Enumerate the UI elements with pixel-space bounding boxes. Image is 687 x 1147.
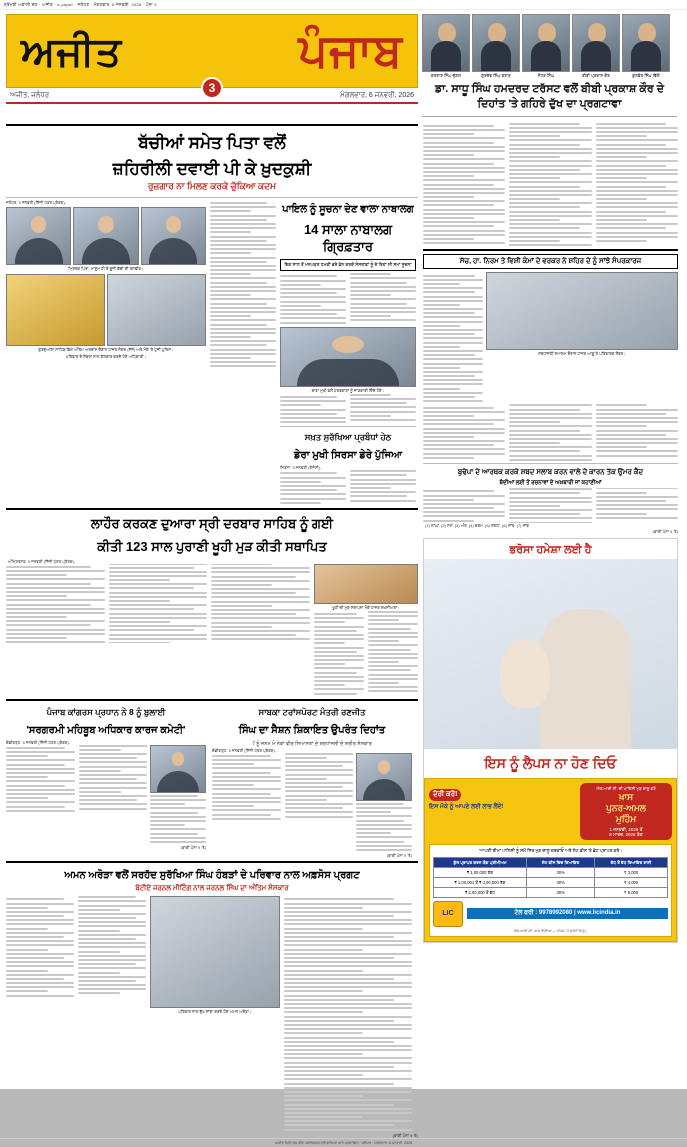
lead-photo-group: [6, 200, 206, 505]
lead-text-col: [210, 200, 276, 505]
punjab-head-1: ਪੰਜਾਬ ਕਾਂਗਰਸ ਪ੍ਰਧਾਨ ਨੇ 8 ਨੂੰ ਬੁਲਾਈ: [46, 706, 166, 717]
dera-head-2: ਡੇਰਾ ਮੁਖੀ ਸਿਰਸਾ ਡੇਰੇ ਪੁੱਜਿਆ: [294, 450, 402, 462]
ad-yellow-panel: [424, 778, 677, 941]
ad-table-cell: ₹ 1,00,000 ਤੱਕ: [434, 867, 527, 877]
ad-note-text: 'ਆਪਣੀ ਬੀਮਾ ਪਾਲਿਸੀ ਨੂੰ ਸਮੇਂ ਸਿਰ ਮੁੜ ਚਾਲੂ ਕਰਵਾਓ ਅਤੇ ਲੇਟ ਫ਼ੀਸ 'ਤੇ ਛੋਟ ਪ੍ਰਾਪਤ ਕਰੋ।: [478, 847, 623, 853]
ad-disclaimer: ਐਲ.ਆਈ.ਸੀ. ਆਫ ਇੰਡੀਆ — ਨਿਯਮ ਤੇ ਸ਼ਰਤਾਂ ਲਾਗੂ।: [513, 928, 588, 933]
lead-subheadline: ਰੁਜ਼ਗਾਰ ਨਾ ਮਿਲਣ ਕਰਕੇ ਚੁੱਕਿਆ ਕਦਮ: [147, 180, 277, 191]
lahore-head-1: ਲਾਹੌਰ ਕਰਕਣ ਦੁਆਰਾ ਸ੍ਰੀ ਦਰਬਾਰ ਸਾਹਿਬ ਨੂੰ ਗਈ: [90, 515, 334, 531]
right-list-note: (1) ਲਾਂਘਾ, (2) ਸਮੇਂ, (3) ਅੰਤ, (4) ਕਰਮ, (5) ਸ਼ਰਧਾ, (6) ਸ਼ਾਂਤ, (7) ਸਾਂਝ: [425, 523, 529, 529]
ad-red-badge-l3: ਮੁਹਿੰਮ: [615, 813, 637, 824]
ad-table-header-1: ਲੇਟ ਫ਼ੀਸ ਵਿਚ ਰਿਆਇਤ: [527, 857, 595, 867]
mid-story-body-2: [280, 394, 416, 424]
lead-headline-line1: ਬੱਚੀਆਂ ਸਮੇਤ ਪਿਤਾ ਵਲੋਂ: [138, 132, 286, 152]
newspaper-logo: [6, 14, 418, 95]
lead-byline: ਜਲੰਧਰ, 5 ਜਨਵਰੀ (ਨਿੱਜੀ ਪੱਤਰ ਪ੍ਰੇਰਕ)-: [6, 199, 66, 205]
portrait-name: ਕੁਲਵੰਤ ਸਿੰਘ ਢਿੱਲੋਂ: [632, 73, 660, 78]
ad-table-cell: 30%: [527, 877, 595, 887]
table-row: [434, 887, 668, 897]
bottom-left-photo: [150, 896, 280, 1008]
portrait-name: ਬੀਬੀ ਪ੍ਰਕਾਸ਼ ਕੌਰ: [582, 73, 610, 78]
lead-body-1: [210, 202, 276, 367]
ad-main-tagline: ਇਸ ਨੂੰ ਲੈਪਸ ਨਾ ਹੋਣ ਦਿਓ: [484, 755, 617, 772]
dera-body: [280, 470, 416, 505]
ad-red-badge-top: ਐਲ.ਆਈ.ਸੀ. ਦੀ ਪਾਲਿਸੀ ਮੁੜ ਚਾਲੂ ਕਰੋ: [596, 786, 656, 792]
transport-head-2: ਸਿੰਘ ਦਾ ਸੈਸ਼ਨ ਸ਼ਿਕਾਇਤ ਉਪਰੰਤ ਦਿਹਾਂਤ: [238, 724, 386, 736]
ad-date-1: 1 ਜਨਵਰੀ, 2026 ਤੋਂ: [609, 826, 643, 832]
portrait-item: [572, 14, 620, 78]
page-content: [0, 117, 687, 1138]
portrait-row: [422, 14, 677, 78]
punjab-pageref: (ਬਾਕੀ ਪੰਨਾ 9 'ਤੇ): [180, 845, 206, 851]
lahore-photo-caption: ਖੂਹੀ ਦੀ ਮੁੜ ਸਥਾਪਨਾ ਮੌਕੇ ਹਾਜ਼ਰ ਸ਼ਖ਼ਸੀਅਤਾਂ।: [332, 604, 400, 610]
ad-hero-photo: [424, 559, 677, 749]
masthead-left: [6, 14, 418, 117]
ad-table-cell: ₹ 3,00,000 ਤੋਂ ਵੱਧ: [434, 887, 527, 897]
bottom-left-body: [6, 896, 146, 1133]
portrait-item: [522, 14, 570, 78]
ad-table-cell: ₹ 3,000: [595, 867, 668, 877]
right-column: [423, 121, 678, 1138]
dera-head-1: ਸਖ਼ਤ ਸੁਰੱਖਿਆ ਪ੍ਰਬੰਧਾਂ ਹੇਠ: [304, 432, 392, 443]
ad-badge-sub: ਇਸ ਮੌਕੇ ਨੂੰ ਆਪਣੇ ਲਈ ਲਾਭ ਲੈਂਦੇ!: [429, 804, 504, 811]
ad-table-cell: 30%: [527, 887, 595, 897]
date-label: ਮੰਗਲਵਾਰ, 6 ਜਨਵਰੀ, 2026: [340, 92, 414, 99]
right-banner-headline: ਸੱਚ, ਹਾ. ਨਿਰਮ ਤੇ ਵਿਸ਼ੀ ਕੰਮਾਂ ਦੇ ਵਰਕਰ ਨੇ ਸ਼ਹਿਰ ਦੇ ਨੂੰ ਸਾਂਝੇ ਸੰਪਰਕਾਰਜ: [423, 254, 678, 269]
right-photo: [486, 272, 678, 350]
dera-byline: ਸਿਰਸਾ, 5 ਜਨਵਰੀ (ਏਜੰਸੀ)-: [280, 465, 322, 471]
lead-photo-5: [107, 274, 206, 346]
bottom-left-caption: ਪਰਿਵਾਰ ਨਾਲ ਦੁੱਖ ਸਾਂਝਾ ਕਰਦੇ ਹੋਏ ਅਮਨ ਅਰੋੜਾ।: [178, 1009, 252, 1015]
ad-contact-bar[interactable]: ਟੋਲ ਫਰੀ : 9978992080 | www.licindia.in: [467, 908, 668, 919]
right-subhead-2: ਬੰਦੀਆਂ ਲਈ ਤੋਂ ਰਚਨਾਵਾਂ ਦੇ ਅਖ਼ਬਾਰੀ ਜਾਂ ਕਹਾਣੀਆਂ: [499, 480, 602, 487]
lead-photo-4: [6, 274, 105, 346]
transport-subline: 7 ਨੂੰ ਜਨਮ ਮੋ ਨੇਕਾਂ ਵੀਰ ਸਿਆਸਤਾਂ ਦੇ ਸ਼ਰਧਾਂਜਲੀ ਦੇ ਸ਼ਰੀਰ ਸੰਸਕਾਰ: [252, 740, 372, 747]
transport-head-1: ਸਾਬਕਾ ਟਰਾਂਸਪੋਰਟ ਮੰਤਰੀ ਰਣਜੀਤ: [258, 706, 366, 717]
portrait-photo: [472, 14, 520, 72]
punjab-congress-story: [6, 704, 206, 858]
portrait-item: [622, 14, 670, 78]
bottom-left-pageref: (ਬਾਕੀ ਪੰਨਾ 9 'ਤੇ): [392, 1132, 418, 1138]
transport-body-2: [356, 803, 412, 851]
portrait-photo: [422, 14, 470, 72]
portrait-name: ਗੁਰਦੇਵ ਸਿੰਘ ਬਰਾੜ: [481, 73, 511, 78]
ad-table-header-0: ਕੁੱਲ ਪ੍ਰਾਪਤ ਕਰਨ ਯੋਗ ਪ੍ਰੀਮੀਅਮ: [434, 857, 527, 867]
lahore-head-2: ਕੀਤੀ 123 ਸਾਲ ਪੁਰਾਣੀ ਖੂਹੀ ਮੁੜ ਕੀਤੀ ਸਥਾਪਿਤ: [97, 538, 327, 554]
right-photo-caption: ਸ਼ਰਧਾਂਜਲੀ ਸਮਾਗਮ ਦੌਰਾਨ ਹਾਜ਼ਰ ਆਗੂ ਤੇ ਪਰਿਵਾਰਕ ਮੈਂਬਰ।: [538, 351, 626, 357]
lead-photo-caption-3: ਪਰਿਵਾਰ ਦੇ ਮੈਂਬਰਾਂ ਨਾਲ ਗੱਲਬਾਤ ਕਰਦੇ ਹੋਏ ਅਧਿਕਾਰੀ।: [65, 354, 147, 360]
ad-photo-man: [540, 609, 631, 750]
lead-photo-2: [73, 207, 138, 265]
bottom-left-sub: ਬੇਟੀਏ ਜਰਨਲ ਮੀਟਿੰਗ ਨਾਲ ਜਰਨਲ ਸਿੰਘ ਦਾ ਅੰਤਿਮ ਸੰਸਕਾਰ: [135, 885, 289, 893]
lic-logo: [433, 901, 463, 927]
mid-story-col: [280, 200, 416, 505]
portrait-name: ਸੋਹਣ ਸਿੰਘ: [537, 73, 555, 78]
mid-story-photo-caption: ਥਾਣਾ ਮੁਖੀ ਵਲੋਂ ਪੱਤਰਕਾਰਾਂ ਨੂੰ ਜਾਣਕਾਰੀ ਦਿੰਦੇ ਹੋਏ।: [311, 387, 385, 393]
punjab-byline: ਚੰਡੀਗੜ੍ਹ, 5 ਜਨਵਰੀ (ਨਿੱਜੀ ਪੱਤਰ ਪ੍ਰੇਰਕ)-: [6, 739, 71, 745]
portrait-photo: [572, 14, 620, 72]
ad-table-cell: 30%: [527, 867, 595, 877]
two-story-row: [6, 704, 418, 858]
masthead: [0, 10, 687, 117]
lead-headline-line2: ਜ਼ਹਿਰੀਲੀ ਦਵਾਈ ਪੀ ਕੇ ਖ਼ੁਦਕੁਸ਼ੀ: [112, 158, 312, 178]
right-top-body: [423, 123, 678, 247]
ad-table-cell: ₹ 5,000: [595, 887, 668, 897]
lead-photo-3: [141, 207, 206, 265]
portrait-item: [422, 14, 470, 78]
mid-story-body: [280, 273, 416, 324]
lahore-story: [6, 513, 418, 696]
table-row: [434, 877, 668, 887]
ad-photo-baby: [500, 639, 551, 707]
lic-advertisement[interactable]: [423, 538, 678, 942]
page-footer: ਅਜੀਤ ਪ੍ਰਿੰਟਰਜ਼ ਐਂਡ ਪਬਲਿਸ਼ਰਜ਼ ਵਲੋਂ ਛਾਪਿਆ ਅਤੇ ਪ੍ਰਕਾਸ਼ਿਤ · ਜਲੰਧਰ · ਮੰਗਲਵਾਰ, 6 ਜਨਵਰੀ, 2026: [0, 1138, 687, 1147]
right-body-a: [423, 272, 483, 404]
table-row: [434, 867, 668, 877]
lead-photo-caption: ਮ੍ਰਿਤਕ ਪਿਤਾ, ਮਾਸੂਮ ਧੀ ਤੇ ਦੂਜੀ ਬੱਚੀ ਦੀ ਤਸਵੀਰ।: [68, 265, 144, 271]
ad-badge-hurry: ਦੇਰੀ ਕਰੋ!: [429, 789, 461, 801]
punjab-photo: [150, 745, 206, 793]
ad-top-tagline: ਭਰੋਸਾ ਹਮੇਸ਼ਾ ਲਈ ਹੈ: [509, 544, 592, 557]
right-body-c: [423, 488, 678, 522]
transport-pageref: (ਬਾਕੀ ਪੰਨਾ 9 'ਤੇ): [386, 853, 412, 859]
bottom-left-head: ਅਮਨ ਅਰੋੜਾ ਵਲੋਂ ਸਰਹੱਦ ਸੁਰੱਖਿਆ ਸਿੰਘ ਹੰਬੜਾਂ ਦੇ ਪਰਿਵਾਰ ਨਾਲ ਅਫ਼ਸੋਸ ਪ੍ਰਗਟ: [64, 870, 360, 882]
lic-logo-text: LIC: [442, 910, 454, 918]
ad-table-cell: ₹ 1,00,001 ਤੋਂ ₹ 3,00,000 ਤੱਕ: [434, 877, 527, 887]
logo-punjab: ਪੰਜਾਬ: [298, 24, 403, 76]
bottom-left-body-2: [284, 896, 412, 1133]
right-pageref: (ਬਾਕੀ ਪੰਨਾ 9 'ਤੇ): [652, 529, 678, 535]
ad-table-cell: ₹ 4,000: [595, 877, 668, 887]
lahore-side-col: [314, 564, 418, 696]
lahore-photo: [314, 564, 418, 604]
logo-ajit: ਅਜੀਤ: [21, 28, 123, 74]
lahore-byline: ਅੰਮ੍ਰਿਤਸਰ, 5 ਜਨਵਰੀ (ਨਿੱਜੀ ਪੱਤਰ ਪ੍ਰੇਰਕ)-: [8, 558, 76, 564]
masthead-right: [422, 14, 677, 117]
page-number-badge: 3: [201, 77, 223, 99]
lead-photo-1: [6, 207, 71, 265]
portrait-photo: [522, 14, 570, 72]
mid-story-head-1: ਪਾਇਲ ਨੂੰ ਸੂਚਨਾ ਦੇਣ ਵਾਲਾ ਨਾਬਾਲਗ: [282, 203, 414, 215]
right-subhead: ਬੁਢੇਪਾ ਦੇ ਆਰਥਕ ਕਰਕੇ ਸ਼ਬਦ ਸਲਾਬ ਕਰਨ ਵਾਲੇ ਦੇ ਕਾਰਨ ਤੱਕ ਉਮਰ ਕੈਦ: [457, 468, 644, 476]
top-micro-strip: ਸ਼੍ਰੋਮਣੀ ਅਕਾਲੀ ਦਲ · ਅਜੀਤ · e-paper · ਜਲੰਧਰ · ਮੰਗਲਵਾਰ, 6 ਜਨਵਰੀ, 2026 · ਪੰਨਾ 3: [0, 0, 687, 10]
punjab-head-2: 'ਸਰਗਰਮੀ ਮਹਿਬੂਬ ਅਧਿਕਾਰ ਕਾਰਜ ਕਮੇਟੀ': [26, 724, 186, 736]
punjab-body: [6, 745, 147, 845]
transport-photo: [356, 753, 412, 801]
left-column: [6, 121, 418, 1138]
portrait-item: [472, 14, 520, 78]
mid-story-photo: [280, 327, 416, 387]
lahore-side-body: [314, 611, 418, 696]
ad-red-badge-l1: ਖ਼ਾਸ: [618, 791, 634, 802]
transport-body: [212, 753, 353, 853]
lead-block: [6, 200, 418, 505]
ad-date-2: 8 ਮਾਰਚ, 2026 ਤੱਕ: [609, 831, 643, 837]
transport-byline: ਚੰਡੀਗੜ੍ਹ, 5 ਜਨਵਰੀ (ਨਿੱਜੀ ਪੱਤਰ ਪ੍ਰੇਰਕ)-: [212, 747, 277, 753]
mid-story-boxed-note: ਇਕ ਸਾਲ ਤੋਂ ਮਨਘੜਤ ਧਮਕੀ ਭਰੇ ਫ਼ੋਨ ਕਰਕੇ ਸੰਸਥਾਵਾਂ ਨੂੰ ਦੇ ਰਿਹਾ ਸੀ ਸਮਾਂ ਸੂਚਨਾ: [280, 259, 416, 272]
ad-rebate-table: [433, 857, 668, 898]
lahore-body: [6, 564, 310, 696]
transport-minister-story: [212, 704, 412, 858]
bottom-left-story: [6, 866, 418, 1138]
portrait-name: ਕਰਤਾਰ ਸਿੰਘ ਦੁੱਗਲ: [430, 73, 462, 78]
right-body-b: [423, 404, 678, 461]
ad-red-badge: [580, 783, 672, 839]
punjab-body-2: [150, 795, 206, 843]
right-top-headline: ਡਾ. ਸਾਧੂ ਸਿੰਘ ਹਮਦਰਦ ਟਰੱਸਟ ਵਲੋਂ ਬੀਬੀ ਪ੍ਰਕਾਸ਼ ਕੌਰ ਦੇ ਦਿਹਾਂਤ 'ਤੇ ਗਹਿਰੇ ਦੁੱਖ ਦਾ ਪ੍ਰਗਟਾਵਾ: [422, 78, 677, 117]
edition-label: ਅਜੀਤ, ਜਲੰਧਰ: [10, 92, 50, 99]
mid-story-head-2: 14 ਸਾਲਾ ਨਾਬਾਲਗ ਗ੍ਰਿਫ਼ਤਾਰ: [303, 221, 393, 254]
lead-photo-caption-2: ਗੁਰਦੁਆਰਾ ਸਾਹਿਬ ਵਿਖੇ ਅੰਤਿਮ ਅਰਦਾਸ ਦੌਰਾਨ ਹਾਜ਼ਰ ਸੰਗਤ (ਸੱਜੇ) ਅਤੇ ਮੌਕੇ 'ਤੇ ਪੁੱਜੀ ਪੁਲਿਸ।: [38, 347, 174, 353]
ad-table-header-2: ਵੱਧ ਤੋਂ ਵੱਧ ਰਿਆਇਤ ਰਾਸ਼ੀ: [595, 857, 668, 867]
portrait-photo: [622, 14, 670, 72]
ad-red-badge-l2: ਪੁਨਰ-ਅਮਲ: [606, 802, 646, 813]
